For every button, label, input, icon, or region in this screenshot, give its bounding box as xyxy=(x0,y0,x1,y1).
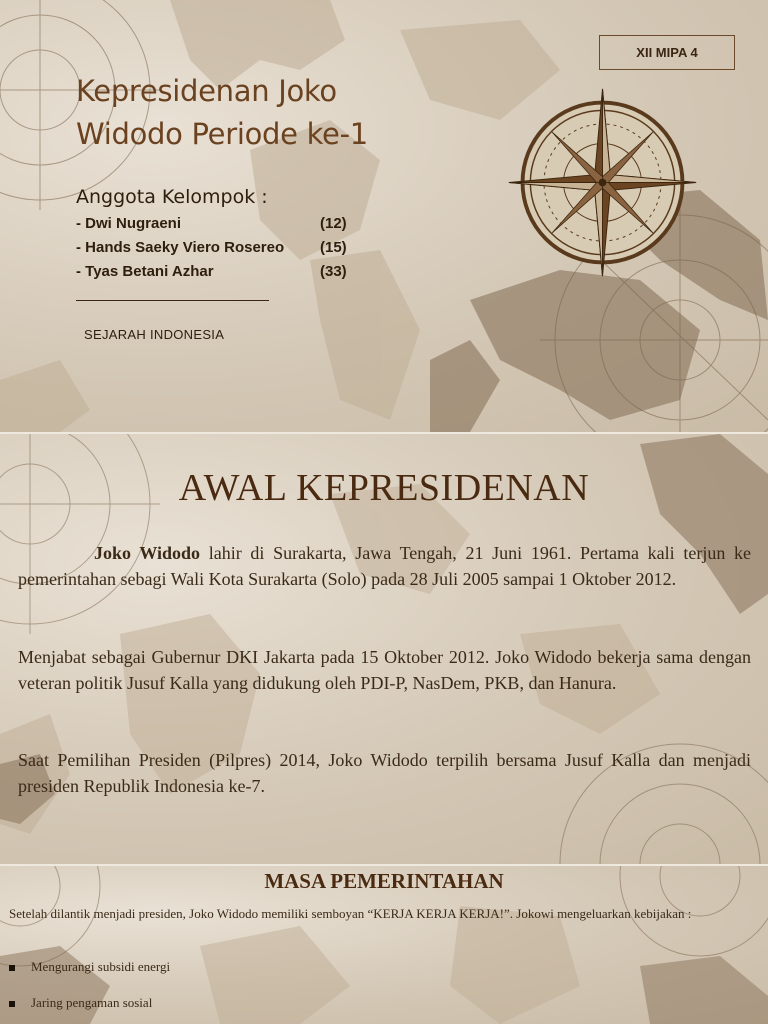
title-line-1: Kepresidenan Joko xyxy=(76,74,337,108)
intro-paragraph: Setelah dilantik menjadi presiden, Joko Widodo memiliki semboyan “KERJA KERJA KERJA!”. Jokowi mengeluarkan kebijakan : xyxy=(9,906,692,921)
content-slide-masa xyxy=(0,866,768,1024)
paragraph-text: lahir di Surakarta, Jawa Tengah, 21 Juni 1961. Pertama kali terjun ke pemerintahan sebagi Wali Kota Surakarta (Solo) pada 28 Juli 2005 sampai 1 Oktober 2012. xyxy=(18,543,751,589)
title-line-2: Widodo Periode ke-1 xyxy=(76,117,368,151)
members-heading: Anggota Kelompok : xyxy=(76,186,268,208)
bullet-text: Jaring pengaman sosial xyxy=(31,995,153,1010)
content-slide-awal xyxy=(0,434,768,864)
member-item xyxy=(76,215,366,232)
paragraph-governor: Menjabat sebagai Gubernur DKI Jakarta pada 15 Oktober 2012. Joko Widodo bekerja sama dengan veteran politik Jusuf Kalla yang didukung oleh PDI-P, NasDem, PKB, dan Hanura. xyxy=(18,647,751,693)
bullet-text: Mengurangi subsidi energi xyxy=(31,959,171,974)
member-name: - Tyas Betani Azhar xyxy=(76,263,214,280)
name-highlight: Joko Widodo xyxy=(94,543,201,563)
bullet-square-icon xyxy=(9,965,15,971)
paragraph-birth xyxy=(18,540,751,592)
member-name: - Dwi Nugraeni xyxy=(76,215,182,232)
title-divider xyxy=(76,300,269,301)
policy-bullet xyxy=(9,995,152,1011)
member-item xyxy=(76,239,366,256)
class-label-box: XII MIPA 4 xyxy=(599,35,735,70)
member-number: (12) xyxy=(320,215,347,232)
presentation-title xyxy=(76,70,496,156)
bullet-square-icon xyxy=(9,1001,15,1007)
policy-bullet xyxy=(9,959,170,975)
compass-rose-icon xyxy=(505,85,700,280)
member-number: (15) xyxy=(320,239,347,256)
subject-label: SEJARAH INDONESIA xyxy=(84,327,225,342)
title-slide xyxy=(0,0,768,432)
member-name: - Hands Saeky Viero Rosereo xyxy=(76,239,285,256)
slide-title: AWAL KEPRESIDENAN xyxy=(178,467,590,509)
paragraph-president: Saat Pemilihan Presiden (Pilpres) 2014, Joko Widodo terpilih bersama Jusuf Kalla dan menjadi presiden Republik Indonesia ke-7. xyxy=(18,750,751,796)
member-number: (33) xyxy=(320,263,347,280)
member-item xyxy=(76,263,366,280)
slide-title: MASA PEMERINTAHAN xyxy=(264,869,504,893)
